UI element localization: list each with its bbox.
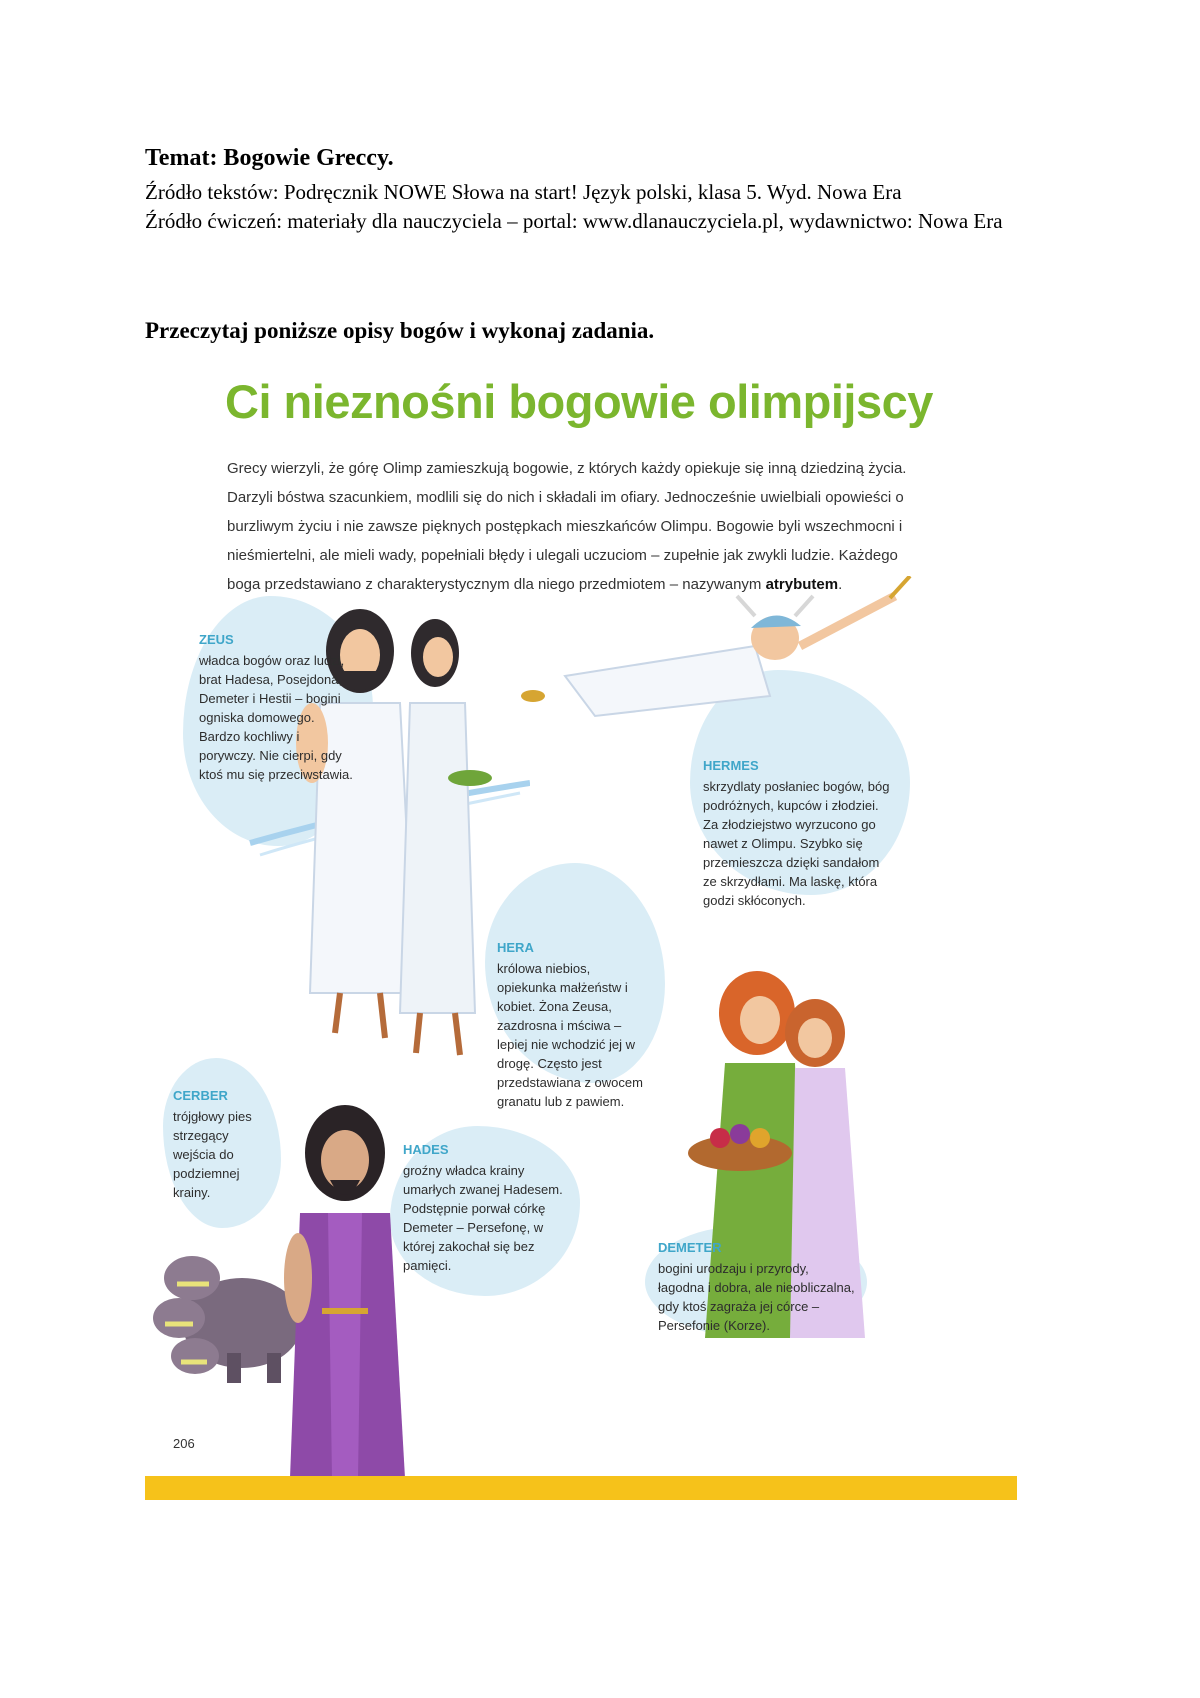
source-texts-line: Źródło tekstów: Podręcznik NOWE Słowa na start! Język polski, klasa 5. Wyd. Nowa Era [145, 180, 902, 204]
demeter-name: DEMETER [658, 1240, 722, 1255]
textbook-page-title: Ci nieznośni bogowie olimpijscy [225, 375, 933, 428]
hades-illustration [270, 1098, 420, 1478]
intro-end: . [838, 576, 843, 593]
cerber-card [173, 1086, 271, 1202]
hermes-card [703, 756, 893, 910]
intro-bold-term: atrybutem [765, 576, 839, 593]
demeter-card [658, 1238, 858, 1335]
hermes-name: HERMES [703, 758, 759, 773]
zeus-card [199, 630, 359, 784]
zeus-name: ZEUS [199, 632, 234, 647]
source-exercises-line: Źródło ćwiczeń: materiały dla nauczyciela – portal: www.dlanauczyciela.pl, wydawnictwo: Nowa Era [145, 209, 1003, 233]
hermes-description: skrzydlaty posłaniec bogów, bóg podróżnych, kupców i złodziei. Za złodziejstwo wyrzucono go nawet z Olimpu. Szybko się przemieszcza dzięki sandałom ze skrzydłami. Ma laskę, która godzi skłóconych. [703, 779, 890, 908]
hera-card [497, 938, 647, 1111]
zeus-description: władca bogów oraz ludzi, brat Hadesa, Posejdona, Demeter i Hestii – bogini ogniska domowego. Bardzo kochliwy i porywczy. Nie cierpi, gdy ktoś mu się przeciwstawia. [199, 653, 353, 782]
hades-card [403, 1140, 571, 1275]
hera-name: HERA [497, 940, 534, 955]
cerber-name: CERBER [173, 1088, 228, 1103]
hades-name: HADES [403, 1142, 449, 1157]
bottom-yellow-band [145, 1476, 1017, 1500]
document-header [145, 145, 1045, 236]
hermes-illustration [505, 576, 925, 736]
textbook-page-image [145, 358, 1017, 1500]
intro-text: Grecy wierzyli, że górę Olimp zamieszkują bogowie, z których każdy opiekuje się inną dziedziną życia. Darzyli bóstwa szacunkiem, modlili się do nich i składali im ofiary. Jednocześnie uwielbiali opowieści o burzliwym życiu i nie zawsze pięknych postępkach mieszkańców Olimpu. Bogowie byli wszechmocni i nieśmiertelni, ale mieli wady, popełniali błędy i ulegali uczuciom – zupełnie jak zwykli ludzie. Każdego boga przedstawiano z charakterystycznym dla niego przedmiotem – nazywanym [227, 460, 907, 593]
cerber-description: trójgłowy pies strzegący wejścia do podziemnej krainy. [173, 1109, 252, 1200]
hera-description: królowa niebios, opiekunka małżeństw i kobiet. Żona Zeusa, zazdrosna i mściwa – lepiej nie wchodzić jej w drogę. Często jest przedstawiana z owocem granatu lub z pawiem. [497, 961, 643, 1109]
hades-description: groźny władca krainy umarłych zwanej Hadesem. Podstępnie porwał córkę Demeter – Persefonę, w której zakochał się bez pamięci. [403, 1163, 563, 1273]
demeter-description: bogini urodzaju i przyrody, łagodna i dobra, ale nieobliczalna, gdy ktoś zagraża jej córce – Persefonie (Korze). [658, 1261, 855, 1333]
instruction-heading: Przeczytaj poniższe opisy bogów i wykonaj zadania. [145, 318, 655, 343]
topic-heading: Temat: Bogowie Greccy. [145, 145, 394, 171]
page-number: 206 [173, 1436, 195, 1451]
